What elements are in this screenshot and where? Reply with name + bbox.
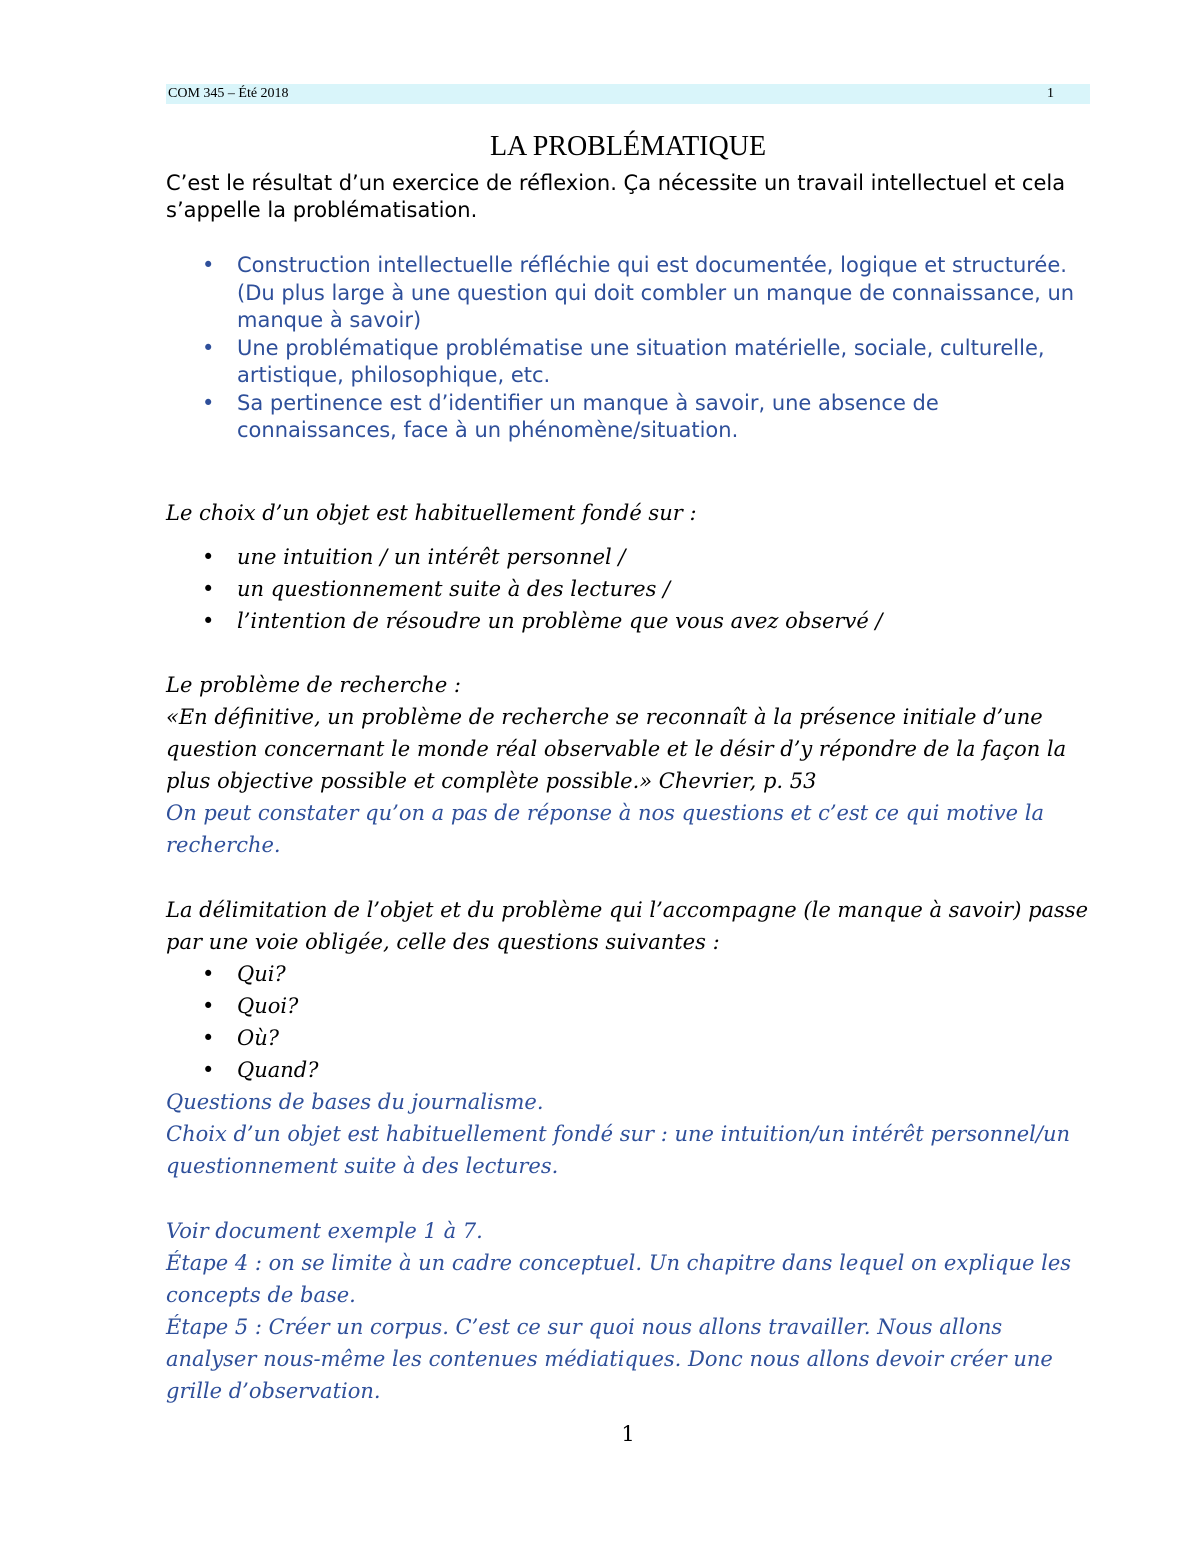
note-line: Étape 4 : on se limite à un cadre conceptuel. Un chapitre dans lequel on explique les concepts de base. — [166, 1251, 1072, 1307]
footer-page-number: 1 — [621, 1422, 635, 1446]
problem-note: On peut constater qu’on a pas de réponse à nos questions et c’est ce qui motive la recherche. — [166, 801, 1044, 857]
list-item: • Où? — [166, 1022, 1096, 1054]
choice-section — [166, 497, 1096, 637]
note-line: Étape 5 : Créer un corpus. C’est ce sur quoi nous allons travailler. Nous allons analyser nous-même les contenues médiatiques. Donc nous allons devoir créer une grille d’observation. — [166, 1315, 1053, 1403]
problem-quote: «En définitive, un problème de recherche se reconnaît à la présence initiale d’une question concernant le monde réal observable et le désir d’y répondre de la façon la plus objective possible et complète possible.» Chevrier, p. 53 — [166, 705, 1067, 793]
note-line: Voir document exemple 1 à 7. — [166, 1219, 483, 1243]
header-course: COM 345 – Été 2018 — [168, 86, 289, 101]
intro-paragraph: C’est le résultat d’un exercice de réflexion. Ça nécessite un travail intellectuel et cela s’appelle la problématisation. — [166, 171, 1066, 222]
list-item: • Quoi? — [166, 990, 1096, 1022]
questions-list — [166, 958, 1096, 1086]
delimitation-section — [166, 894, 1096, 1182]
list-item: • un questionnement suite à des lectures / — [166, 573, 1096, 605]
list-item: • Construction intellectuelle réfléchie qui est documentée, logique et structurée. (Du plus large à une question qui doit combler un manque de connaissance, un manque à savoir) — [166, 252, 1096, 335]
list-item: • Une problématique problématise une situation matérielle, sociale, culturelle, artistique, philosophique, etc. — [166, 335, 1096, 390]
page-header — [166, 84, 1090, 104]
page-title: LA PROBLÉMATIQUE — [489, 131, 767, 162]
definition-list — [166, 252, 1096, 445]
notes-section — [166, 1215, 1096, 1407]
list-item: • l’intention de résoudre un problème que vous avez observé / — [166, 605, 1096, 637]
problem-section — [166, 669, 1096, 861]
choice-list — [166, 541, 1096, 637]
list-item: • Quand? — [166, 1054, 1096, 1086]
list-item: • Qui? — [166, 958, 1096, 990]
header-page-number: 1 — [1047, 86, 1054, 101]
delimitation-note: Choix d’un objet est habituellement fondé sur : une intuition/un intérêt personnel/un questionnement suite à des lectures. — [166, 1122, 1070, 1178]
list-item: • une intuition / un intérêt personnel / — [166, 541, 1096, 573]
list-item: • Sa pertinence est d’identifier un manque à savoir, une absence de connaissances, face à un phénomène/situation. — [166, 390, 1096, 445]
delimitation-text: La délimitation de l’objet et du problème qui l’accompagne (le manque à savoir) passe par une voie obligée, celle des questions suivantes : — [166, 898, 1089, 954]
delimitation-note: Questions de bases du journalisme. — [166, 1090, 544, 1114]
problem-heading: Le problème de recherche : — [166, 673, 462, 697]
choice-heading: Le choix d’un objet est habituellement fondé sur : — [166, 501, 697, 525]
